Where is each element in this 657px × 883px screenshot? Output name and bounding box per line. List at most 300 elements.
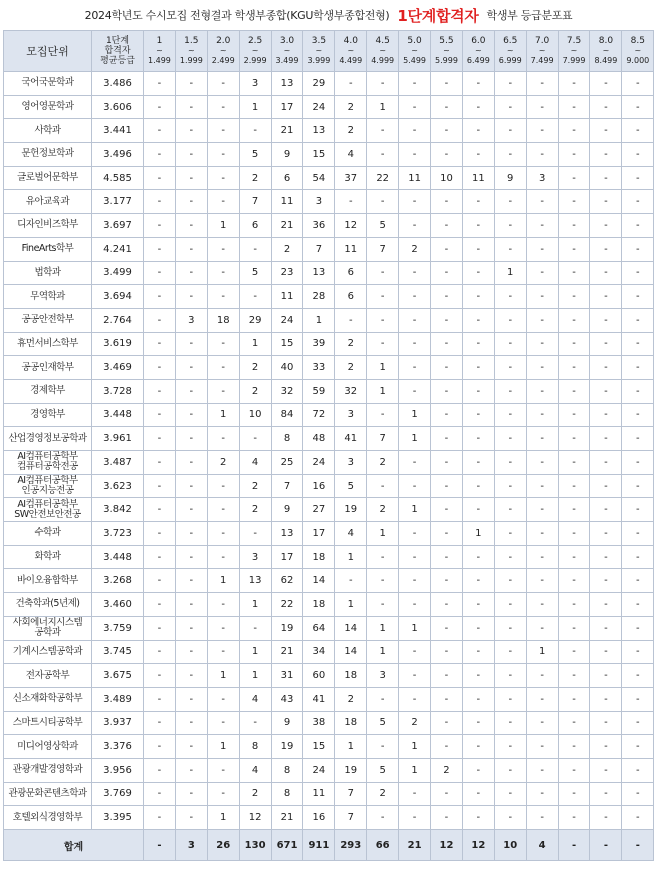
table-row (4, 806, 654, 830)
row-count-cell: - (494, 593, 526, 617)
row-count-cell: 8 (271, 782, 303, 806)
row-count-cell: 2 (367, 782, 399, 806)
row-count-cell: - (462, 95, 494, 119)
range-to: 7.999 (562, 56, 586, 65)
unit-name-line: 국어국문학과 (21, 77, 74, 89)
row-avg-grade: 3.728 (92, 379, 144, 403)
total-cell: 4 (526, 830, 558, 861)
range-tilde: ~ (379, 46, 387, 55)
row-count-cell: 27 (303, 498, 335, 522)
row-count-cell: - (590, 285, 622, 309)
row-count-cell: - (399, 308, 431, 332)
row-count-cell: - (431, 522, 463, 546)
total-cell: 10 (494, 830, 526, 861)
row-count-cell: - (462, 593, 494, 617)
row-unit-name (4, 593, 92, 617)
row-count-cell: - (144, 403, 176, 427)
row-count-cell: 2 (335, 119, 367, 143)
row-avg-grade: 3.489 (92, 687, 144, 711)
row-count-cell: - (399, 806, 431, 830)
row-count-cell: 3 (239, 545, 271, 569)
row-count-cell: - (399, 261, 431, 285)
row-count-cell: - (144, 332, 176, 356)
row-count-cell: 6 (239, 214, 271, 238)
total-cell: 66 (367, 830, 399, 861)
row-avg-grade: 3.268 (92, 569, 144, 593)
row-count-cell: - (144, 735, 176, 759)
row-count-cell: 6 (271, 166, 303, 190)
header-avg (92, 31, 144, 72)
row-count-cell: 2 (271, 237, 303, 261)
row-unit-name (4, 640, 92, 664)
row-count-cell: 3 (239, 72, 271, 96)
row-count-cell: - (526, 379, 558, 403)
header-range (494, 31, 526, 72)
row-count-cell: - (494, 143, 526, 167)
row-count-cell: - (367, 403, 399, 427)
range-tilde: ~ (538, 46, 546, 55)
total-cell: 671 (271, 830, 303, 861)
row-unit-name (4, 427, 92, 451)
row-count-cell: - (462, 806, 494, 830)
row-count-cell: 2 (335, 356, 367, 380)
table-row (4, 285, 654, 309)
header-range (399, 31, 431, 72)
row-count-cell: - (558, 664, 590, 688)
row-count-cell: 1 (367, 522, 399, 546)
row-unit-name (4, 806, 92, 830)
row-count-cell: 7 (367, 237, 399, 261)
row-count-cell: 31 (271, 664, 303, 688)
range-tilde: ~ (251, 46, 259, 55)
row-count-cell: 10 (431, 166, 463, 190)
row-count-cell: - (590, 758, 622, 782)
row-count-cell: - (558, 356, 590, 380)
row-count-cell: - (144, 806, 176, 830)
row-count-cell: - (526, 782, 558, 806)
row-unit-name (4, 143, 92, 167)
row-avg-grade: 3.460 (92, 593, 144, 617)
range-to: 1.999 (179, 56, 203, 65)
row-count-cell: - (431, 498, 463, 522)
row-count-cell: - (590, 735, 622, 759)
row-unit-name (4, 166, 92, 190)
row-count-cell: - (622, 119, 654, 143)
row-count-cell: 72 (303, 403, 335, 427)
row-count-cell: 10 (239, 403, 271, 427)
total-cell: 12 (431, 830, 463, 861)
row-count-cell: 7 (303, 237, 335, 261)
row-count-cell: 1 (399, 758, 431, 782)
row-count-cell: - (144, 474, 176, 498)
table-row (4, 451, 654, 475)
row-avg-grade: 3.623 (92, 474, 144, 498)
table-row (4, 427, 654, 451)
row-count-cell: - (431, 261, 463, 285)
row-count-cell: 4 (239, 758, 271, 782)
row-count-cell: - (207, 379, 239, 403)
row-count-cell: - (462, 711, 494, 735)
row-count-cell: - (367, 593, 399, 617)
row-count-cell: - (431, 427, 463, 451)
row-count-cell: 41 (335, 427, 367, 451)
row-count-cell: - (239, 522, 271, 546)
row-count-cell: - (494, 308, 526, 332)
row-count-cell: - (239, 616, 271, 640)
row-count-cell: 59 (303, 379, 335, 403)
row-count-cell: - (622, 451, 654, 475)
header-range (431, 31, 463, 72)
row-count-cell: - (431, 285, 463, 309)
row-count-cell: 5 (367, 711, 399, 735)
header-range (590, 31, 622, 72)
range-from: 1.5 (184, 36, 199, 46)
row-count-cell: 25 (271, 451, 303, 475)
unit-name-line: 스마트시티공학부 (12, 716, 83, 728)
row-count-cell: 1 (207, 735, 239, 759)
header-avg-line: 합격자 (104, 46, 131, 56)
row-unit-name (4, 95, 92, 119)
unit-name-line: 관광개발경영학과 (12, 764, 83, 776)
row-count-cell: - (367, 806, 399, 830)
row-count-cell: - (175, 569, 207, 593)
table-row (4, 545, 654, 569)
range-from: 3.5 (311, 36, 327, 46)
row-count-cell: - (207, 782, 239, 806)
row-count-cell: - (622, 569, 654, 593)
row-count-cell: - (175, 190, 207, 214)
row-count-cell: - (175, 95, 207, 119)
row-count-cell: 1 (462, 522, 494, 546)
range-tilde: ~ (156, 46, 163, 55)
row-count-cell: 1 (239, 664, 271, 688)
row-count-cell: 1 (399, 498, 431, 522)
row-count-cell: - (175, 640, 207, 664)
row-avg-grade: 4.241 (92, 237, 144, 261)
row-count-cell: - (462, 356, 494, 380)
row-count-cell: - (207, 143, 239, 167)
row-avg-grade: 3.723 (92, 522, 144, 546)
unit-name-line: 경제학부 (30, 385, 65, 397)
row-count-cell: 34 (303, 640, 335, 664)
row-count-cell: - (558, 95, 590, 119)
title-prefix: 2024학년도 수시모집 전형결과 학생부종합(KGU학생부종합전형) (84, 9, 390, 22)
row-count-cell: 13 (303, 261, 335, 285)
row-count-cell: - (144, 237, 176, 261)
row-count-cell: - (494, 379, 526, 403)
unit-name-line: 건축학과(5년제) (15, 598, 80, 610)
row-count-cell: - (175, 379, 207, 403)
row-count-cell: - (526, 190, 558, 214)
row-count-cell: - (590, 711, 622, 735)
row-count-cell: - (590, 498, 622, 522)
row-count-cell: - (494, 427, 526, 451)
row-count-cell: - (431, 593, 463, 617)
row-count-cell: - (399, 569, 431, 593)
row-count-cell: - (494, 498, 526, 522)
table-row (4, 95, 654, 119)
row-count-cell: - (367, 72, 399, 96)
row-unit-name (4, 261, 92, 285)
row-count-cell: 17 (271, 95, 303, 119)
row-count-cell: - (175, 214, 207, 238)
row-count-cell: - (590, 593, 622, 617)
row-count-cell: - (431, 190, 463, 214)
row-count-cell: - (367, 735, 399, 759)
row-count-cell: - (399, 143, 431, 167)
row-count-cell: 2 (239, 166, 271, 190)
row-count-cell: - (558, 332, 590, 356)
row-count-cell: - (526, 95, 558, 119)
row-count-cell: 17 (303, 522, 335, 546)
row-count-cell: - (590, 356, 622, 380)
row-count-cell: - (207, 687, 239, 711)
row-avg-grade: 3.496 (92, 143, 144, 167)
row-count-cell: 1 (207, 806, 239, 830)
row-count-cell: - (590, 308, 622, 332)
row-count-cell: - (622, 522, 654, 546)
row-count-cell: 1 (494, 261, 526, 285)
row-count-cell: - (462, 616, 494, 640)
row-count-cell: - (144, 616, 176, 640)
row-count-cell: - (526, 687, 558, 711)
row-count-cell: - (558, 806, 590, 830)
row-count-cell: 19 (271, 616, 303, 640)
row-unit-name (4, 545, 92, 569)
row-unit-name (4, 616, 92, 640)
row-count-cell: 32 (335, 379, 367, 403)
row-avg-grade: 3.675 (92, 664, 144, 688)
row-count-cell: - (431, 356, 463, 380)
row-count-cell: 6 (335, 285, 367, 309)
row-count-cell: - (367, 190, 399, 214)
range-from: 2.0 (216, 36, 231, 46)
row-count-cell: - (494, 356, 526, 380)
row-count-cell: 2 (367, 451, 399, 475)
row-avg-grade: 3.606 (92, 95, 144, 119)
row-count-cell: - (431, 735, 463, 759)
unit-name-line: AI컴퓨터공학부 (17, 475, 78, 487)
row-count-cell: - (590, 190, 622, 214)
row-count-cell: - (367, 474, 399, 498)
row-count-cell: 5 (367, 758, 399, 782)
total-cell: 293 (335, 830, 367, 861)
row-count-cell: 23 (271, 261, 303, 285)
row-count-cell: 19 (335, 498, 367, 522)
row-count-cell: - (367, 332, 399, 356)
row-count-cell: - (399, 664, 431, 688)
table-row (4, 616, 654, 640)
row-count-cell: - (239, 427, 271, 451)
row-count-cell: 62 (271, 569, 303, 593)
row-avg-grade: 4.585 (92, 166, 144, 190)
row-count-cell: - (144, 356, 176, 380)
row-count-cell: - (175, 261, 207, 285)
row-count-cell: - (526, 356, 558, 380)
row-count-cell: - (494, 569, 526, 593)
row-count-cell: 29 (239, 308, 271, 332)
row-count-cell: - (622, 190, 654, 214)
row-avg-grade: 3.469 (92, 356, 144, 380)
row-count-cell: 1 (399, 427, 431, 451)
row-count-cell: - (558, 735, 590, 759)
row-count-cell: - (622, 782, 654, 806)
title-suffix: 학생부 등급분포표 (486, 9, 573, 22)
row-count-cell: 19 (335, 758, 367, 782)
row-count-cell: - (399, 545, 431, 569)
row-count-cell: - (494, 806, 526, 830)
unit-name-line: 인공지능전공 (21, 485, 74, 497)
row-count-cell: 2 (431, 758, 463, 782)
row-count-cell: - (462, 190, 494, 214)
unit-name-line: 영어영문학과 (21, 101, 74, 113)
row-unit-name (4, 474, 92, 498)
row-avg-grade: 3.697 (92, 214, 144, 238)
row-count-cell: - (462, 237, 494, 261)
header-range (207, 31, 239, 72)
row-count-cell: - (144, 711, 176, 735)
row-unit-name (4, 379, 92, 403)
total-cell: 3 (175, 830, 207, 861)
row-count-cell: 2 (367, 498, 399, 522)
row-count-cell: - (526, 214, 558, 238)
row-count-cell: - (462, 332, 494, 356)
row-count-cell: 15 (303, 143, 335, 167)
row-count-cell: 2 (239, 782, 271, 806)
row-count-cell: - (526, 143, 558, 167)
row-count-cell: - (462, 261, 494, 285)
row-count-cell: - (590, 403, 622, 427)
table-row (4, 403, 654, 427)
row-count-cell: 12 (335, 214, 367, 238)
row-count-cell: - (494, 285, 526, 309)
row-count-cell: - (494, 72, 526, 96)
row-count-cell: 7 (239, 190, 271, 214)
row-unit-name (4, 687, 92, 711)
row-count-cell: 2 (335, 332, 367, 356)
row-count-cell: - (526, 474, 558, 498)
row-count-cell: - (622, 758, 654, 782)
range-tilde: ~ (187, 46, 195, 55)
row-avg-grade: 2.764 (92, 308, 144, 332)
header-range (144, 31, 176, 72)
row-count-cell: 18 (335, 664, 367, 688)
row-count-cell: - (144, 143, 176, 167)
grade-distribution-table (3, 30, 654, 861)
row-avg-grade: 3.441 (92, 119, 144, 143)
row-count-cell: - (431, 664, 463, 688)
row-count-cell: 36 (303, 214, 335, 238)
row-count-cell: - (462, 782, 494, 806)
row-count-cell: - (558, 616, 590, 640)
row-count-cell: - (431, 119, 463, 143)
row-count-cell: 41 (303, 687, 335, 711)
table-row (4, 237, 654, 261)
unit-name-line: AI컴퓨터공학부 (17, 451, 78, 463)
row-count-cell: 2 (239, 356, 271, 380)
row-count-cell: - (622, 166, 654, 190)
row-count-cell: - (367, 569, 399, 593)
row-count-cell: 7 (335, 782, 367, 806)
row-count-cell: 11 (303, 782, 335, 806)
range-from: 6.0 (471, 36, 486, 46)
row-count-cell: 15 (303, 735, 335, 759)
table-row (4, 758, 654, 782)
row-count-cell: - (558, 522, 590, 546)
row-count-cell: - (207, 119, 239, 143)
row-count-cell: - (367, 261, 399, 285)
row-count-cell: 9 (271, 711, 303, 735)
row-count-cell: - (207, 237, 239, 261)
row-count-cell: 2 (335, 687, 367, 711)
row-count-cell: - (590, 237, 622, 261)
row-count-cell: - (144, 261, 176, 285)
range-tilde: ~ (602, 46, 610, 55)
table-row (4, 711, 654, 735)
row-unit-name (4, 308, 92, 332)
unit-name-line: 디자인비즈학부 (17, 219, 78, 231)
unit-name-line: 공공인재학부 (21, 361, 74, 373)
row-count-cell: - (399, 522, 431, 546)
row-count-cell: 5 (335, 474, 367, 498)
row-count-cell: 3 (367, 664, 399, 688)
row-count-cell: - (590, 72, 622, 96)
row-count-cell: 4 (239, 451, 271, 475)
unit-name-line: 화학과 (34, 551, 61, 563)
row-count-cell: 15 (271, 332, 303, 356)
row-count-cell: - (462, 427, 494, 451)
header-range (175, 31, 207, 72)
row-count-cell: - (207, 427, 239, 451)
row-count-cell: 2 (399, 711, 431, 735)
row-count-cell: - (431, 687, 463, 711)
unit-name-line: 전자공학부 (25, 669, 70, 681)
range-from: 5.5 (439, 36, 454, 46)
row-count-cell: - (144, 758, 176, 782)
row-count-cell: - (144, 427, 176, 451)
row-count-cell: - (494, 545, 526, 569)
row-count-cell: 33 (303, 356, 335, 380)
header-range (622, 31, 654, 72)
row-count-cell: - (399, 640, 431, 664)
row-count-cell: - (622, 687, 654, 711)
row-count-cell: 14 (303, 569, 335, 593)
row-count-cell: 7 (367, 427, 399, 451)
row-count-cell: - (207, 640, 239, 664)
row-count-cell: 3 (526, 166, 558, 190)
row-count-cell: - (590, 640, 622, 664)
row-count-cell: - (558, 782, 590, 806)
row-count-cell: - (622, 427, 654, 451)
row-unit-name (4, 119, 92, 143)
row-avg-grade: 3.376 (92, 735, 144, 759)
row-count-cell: - (175, 806, 207, 830)
row-count-cell: - (175, 664, 207, 688)
row-count-cell: 54 (303, 166, 335, 190)
unit-name-line: 공학과 (34, 627, 61, 639)
unit-name-line: 바이오융합학부 (17, 574, 78, 586)
row-count-cell: - (558, 72, 590, 96)
range-from: 1 (156, 36, 163, 46)
row-count-cell: 3 (335, 451, 367, 475)
row-count-cell: 48 (303, 427, 335, 451)
row-unit-name (4, 190, 92, 214)
row-count-cell: - (431, 143, 463, 167)
row-count-cell: 21 (271, 119, 303, 143)
row-unit-name (4, 758, 92, 782)
row-count-cell: - (144, 593, 176, 617)
row-count-cell: - (462, 214, 494, 238)
